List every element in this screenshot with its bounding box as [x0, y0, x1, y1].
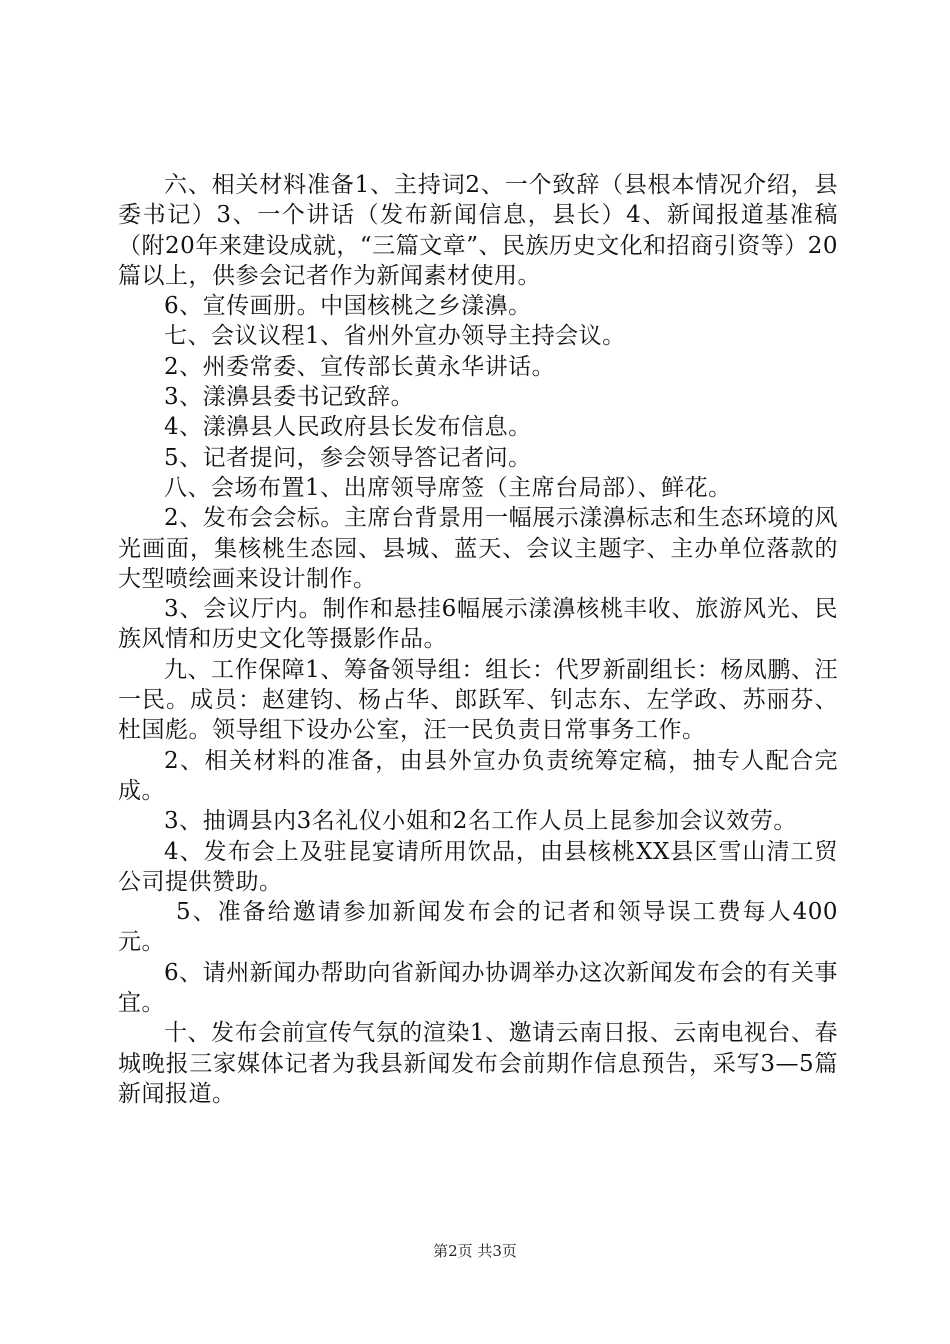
paragraph: 5、记者提问，参会领导答记者问。 — [164, 444, 532, 471]
paragraph: 5、准备给邀请参加新闻发布会的记者和领导误工费每人400元。 — [118, 899, 838, 956]
paragraph: 十、发布会前宣传气氛的渲染1、邀请云南日报、云南电视台、春城晚报三家媒体记者为我县新闻发布会前期作信息预告，采写3—5篇新闻报道。 — [118, 1020, 838, 1107]
paragraph: 4、发布会上及驻昆宴请所用饮品，由县核桃XX县区雪山清工贸公司提供赞助。 — [118, 838, 838, 895]
paragraph: 2、发布会会标。主席台背景用一幅展示漾濞标志和生态环境的风光画面，集核桃生态园、县城、蓝天、会议主题字、主办单位落款的大型喷绘画来设计制作。 — [118, 505, 838, 592]
paragraph: 2、相关材料的准备，由县外宣办负责统筹定稿，抽专人配合完成。 — [118, 747, 838, 804]
paragraph: 3、漾濞县委书记致辞。 — [164, 384, 415, 411]
paragraph: 3、会议厅内。制作和悬挂6幅展示漾濞核桃丰收、旅游风光、民族风情和历史文化等摄影作品。 — [118, 596, 838, 653]
paragraph: 4、漾濞县人民政府县长发布信息。 — [164, 414, 532, 441]
page-footer: 第2页 共3页 — [433, 1242, 517, 1260]
paragraph: 2、州委常委、宣传部长黄永华讲话。 — [164, 353, 556, 380]
paragraph: 九、工作保障1、筹备领导组：组长：代罗新副组长：杨凤鹏、汪一民。成员：赵建钧、杨占华、郎跃军、钊志东、左学政、苏丽芬、杜国彪。领导组下设办公室，汪一民负责日常事务工作。 — [118, 656, 838, 744]
paragraph: 八、会场布置1、出席领导席签（主席台局部）、鲜花。 — [164, 474, 732, 501]
paragraph: 七、会议议程1、省州外宣办领导主持会议。 — [164, 323, 626, 350]
paragraph: 6、宣传画册。中国核桃之乡漾濞。 — [164, 293, 532, 320]
paragraph: 6、请州新闻办帮助向省新闻办协调举办这次新闻发布会的有关事宜。 — [118, 959, 838, 1017]
document-body — [118, 170, 838, 1109]
paragraph: 六、相关材料准备1、主持词2、一个致辞（县根本情况介绍，县委书记）3、一个讲话（发布新闻信息，县长）4、新闻报道基准稿（附20年来建设成就，“三篇文章”、民族历史文化和招商引资等）20篇以上，供参会记者作为新闻素材使用。 — [118, 172, 838, 289]
paragraph: 3、抽调县内3名礼仪小姐和2名工作人员上昆参加会议效劳。 — [164, 808, 797, 835]
